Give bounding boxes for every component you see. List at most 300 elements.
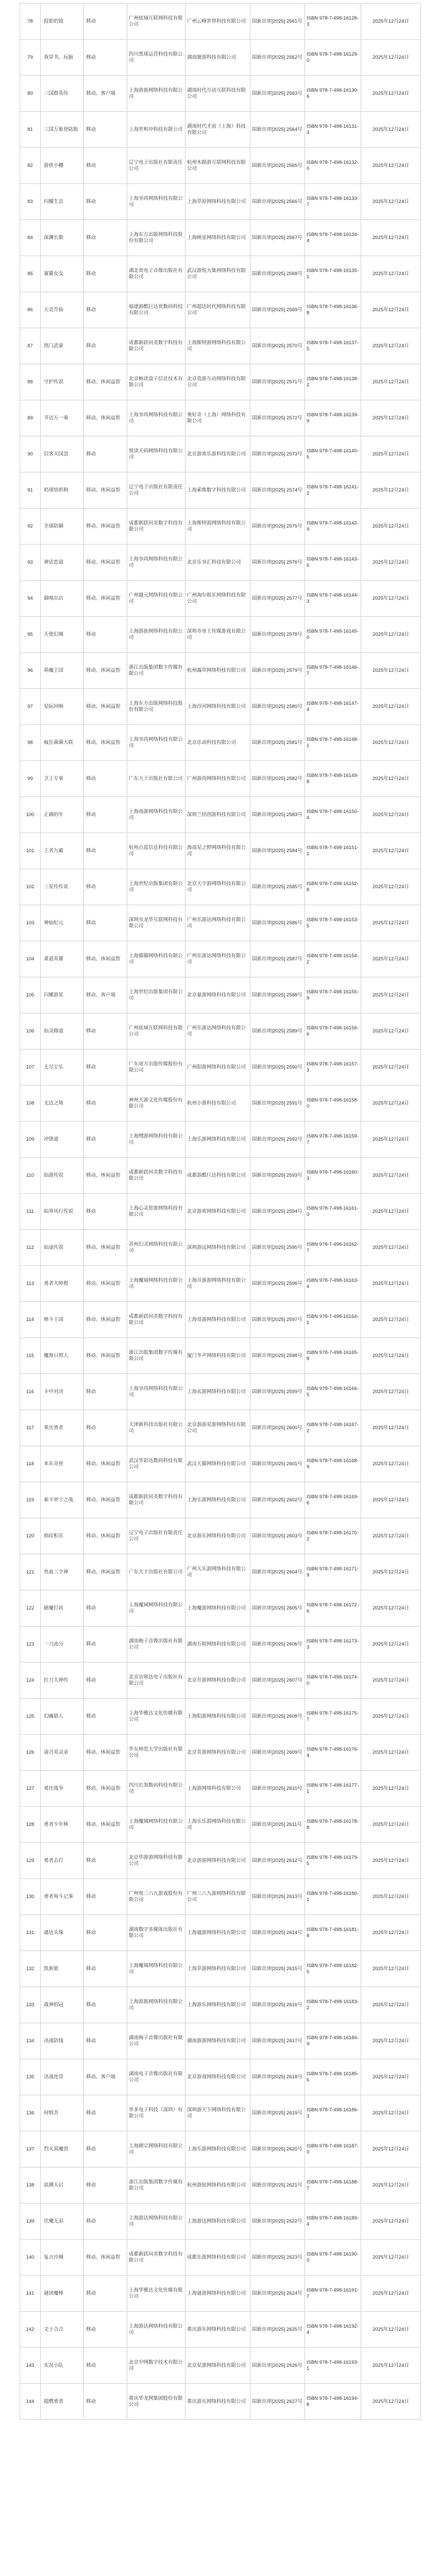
game-name: 仙游传说 [41, 1158, 84, 1194]
approval-date: 2025年12月24日 [361, 1049, 421, 1086]
approval-number: 国新出审[2025] 2604号 [250, 1554, 305, 1590]
operator-name: 深圳游天下网络科技有限公司 [185, 2095, 250, 2131]
approval-number: 国新出审[2025] 2583号 [250, 797, 305, 833]
isbn-number: ISBN 978-7-498-16155-9 [305, 977, 361, 1013]
publisher-name: 上海世纪出版集团有限公司 [127, 869, 185, 905]
approval-date: 2025年12月24日 [361, 1338, 421, 1374]
publisher-name: 华多电子科技（深圳）有限公司 [127, 2095, 185, 2131]
publisher-name: 福建游酷巨达优数码科技有限公司 [127, 292, 185, 328]
game-name: 全球防御 [41, 509, 84, 545]
table-row [20, 1699, 421, 1735]
row-number: 120 [20, 1518, 41, 1554]
row-number: 113 [20, 1266, 41, 1302]
game-type: 移动、休闲益智 [84, 1518, 127, 1554]
table-row [20, 112, 421, 148]
table-row [20, 400, 421, 436]
table-row [20, 1049, 421, 1086]
publisher-name: 上海东方出版网络科技股份有限公司 [127, 689, 185, 725]
row-number: 128 [20, 1807, 41, 1843]
publisher-name: 成都新跃同美数字科技有限公司 [127, 2240, 185, 2276]
game-type: 移动 [84, 2312, 127, 2348]
operator-name: 杭州小游科技有限公司 [185, 1086, 250, 1122]
approval-list-table-container [20, 3, 420, 2420]
approval-number: 国新出审[2025] 2607号 [250, 1663, 305, 1699]
approval-number: 国新出审[2025] 2626号 [250, 2348, 305, 2384]
table-row [20, 1194, 421, 1230]
approval-number: 国新出审[2025] 2575号 [250, 509, 305, 545]
game-type: 移动 [84, 1049, 127, 1086]
isbn-number: ISBN 978-7-498-16173-3 [305, 1626, 361, 1663]
row-number: 143 [20, 2348, 41, 2384]
approval-date: 2025年12月24日 [361, 905, 421, 941]
publisher-name: 辽宁电子出版社有限责任公司 [127, 472, 185, 509]
operator-name: 成都游酷巨达科技有限公司 [185, 1158, 250, 1194]
row-number: 127 [20, 1771, 41, 1807]
row-number: 105 [20, 977, 41, 1013]
publisher-name: 广州悦三六九游戏股份有限公司 [127, 1879, 185, 1915]
isbn-number: ISBN 978-7-498-16194-8 [305, 2384, 361, 2420]
approval-date: 2025年12月24日 [361, 545, 421, 581]
isbn-number: ISBN 978-7-498-16167-2 [305, 1410, 361, 1446]
game-name: 通达头缘 [41, 1915, 84, 1951]
table-row [20, 2095, 421, 2131]
approval-date: 2025年12月24日 [361, 1590, 421, 1626]
isbn-number: ISBN 978-7-498-16161-0 [305, 1194, 361, 1230]
game-name: 王者九霸 [41, 833, 84, 869]
operator-name: 北京游乐网络科技有限公司 [185, 1518, 250, 1554]
game-type: 移动、休闲益智 [84, 1302, 127, 1338]
approval-number: 国新出审[2025] 2561号 [250, 4, 305, 40]
table-row [20, 1626, 421, 1663]
table-row [20, 220, 421, 256]
game-type: 移动、休闲益智 [84, 581, 127, 617]
game-name: 我穿书、玩脑 [41, 40, 84, 76]
row-number: 106 [20, 1013, 41, 1049]
game-name: 勇者大师棋 [41, 1266, 84, 1302]
row-number: 121 [20, 1554, 41, 1590]
approval-date: 2025年12月24日 [361, 869, 421, 905]
game-name: 格斗王国 [41, 1302, 84, 1338]
operator-name: 成都乐游网络科技有限公司 [185, 2240, 250, 2276]
approval-number: 国新出审[2025] 2624号 [250, 2276, 305, 2312]
game-name: 索卡审宁之战 [41, 1482, 84, 1518]
approval-date: 2025年12月24日 [361, 1122, 421, 1158]
game-type: 移动 [84, 112, 127, 148]
approval-date: 2025年12月24日 [361, 2204, 421, 2240]
approval-number: 国新出审[2025] 2574号 [250, 472, 305, 509]
table-row [20, 941, 421, 977]
game-name: 谜团魔棒 [41, 2276, 84, 2312]
approval-number: 国新出审[2025] 2579号 [250, 653, 305, 689]
approval-date: 2025年12月24日 [361, 1554, 421, 1590]
isbn-number: ISBN 978-7-498-16183-2 [305, 1987, 361, 2023]
row-number: 79 [20, 40, 41, 76]
row-number: 112 [20, 1230, 41, 1266]
publisher-name: 华东师范大学出版社有限公司 [127, 1735, 185, 1771]
publisher-name: 上海世和冲科技有限公司 [127, 112, 185, 148]
row-number: 84 [20, 220, 41, 256]
game-name: 决战连营 [41, 2059, 84, 2095]
table-row [20, 581, 421, 617]
row-number: 137 [20, 2131, 41, 2167]
approval-number: 国新出审[2025] 2578号 [250, 617, 305, 653]
operator-name: 广州乐游达网络科技有限公司 [185, 905, 250, 941]
approval-date: 2025年12月24日 [361, 1374, 421, 1410]
approval-number: 国新出审[2025] 2597号 [250, 1302, 305, 1338]
operator-name: 上海乐游网络科技有限公司 [185, 1122, 250, 1158]
isbn-number: ISBN 978-7-498-16130-6 [305, 76, 361, 112]
table-row [20, 1122, 421, 1158]
publisher-name: 广东南方出版传媒股份有限公司 [127, 1049, 185, 1086]
table-row [20, 2312, 421, 2348]
row-number: 86 [20, 292, 41, 328]
game-name: 三星传传说 [41, 869, 84, 905]
operator-name: 北京星游网络科技有限公司 [185, 2348, 250, 2384]
game-type: 移动、休闲益智 [84, 689, 127, 725]
approval-date: 2025年12月24日 [361, 1951, 421, 1987]
publisher-name: 湖南梅子音像出版社有限公司 [127, 1626, 185, 1663]
operator-name: 北京天宇游网络科技有限公司 [185, 869, 250, 905]
operator-name: 广州天乐游网络科技有限公司 [185, 1554, 250, 1590]
approval-date: 2025年12月24日 [361, 1699, 421, 1735]
operator-name: 上海乐乐游网络科技有限公司 [185, 1807, 250, 1843]
game-type: 移动、休闲益智 [84, 1735, 127, 1771]
row-number: 115 [20, 1338, 41, 1374]
publisher-name: 成都新跃同美数字科技有限公司 [127, 1482, 185, 1518]
isbn-number: ISBN 978-7-498-16172-6 [305, 1590, 361, 1626]
game-name: 深渊长歌 [41, 220, 84, 256]
table-row [20, 761, 421, 797]
table-row [20, 2348, 421, 2384]
isbn-number: ISBN 978-7-498-16153-5 [305, 905, 361, 941]
operator-name: 北京开游网络科技有限公司 [185, 1663, 250, 1699]
operator-name: 广州乐游达网络科技有限公司 [185, 1013, 250, 1049]
operator-name: 北京乐动科技有限公司 [185, 725, 250, 761]
approval-date: 2025年12月24日 [361, 2095, 421, 2131]
publisher-name: 上海东方出版网络科技股份有限公司 [127, 220, 185, 256]
table-row [20, 1771, 421, 1807]
approval-number: 国新出审[2025] 2615号 [250, 1951, 305, 1987]
publisher-name: 上海魔域网络科技有限公司 [127, 1590, 185, 1626]
publisher-name: 上海享尚网络科技有限公司 [127, 545, 185, 581]
table-row [20, 1158, 421, 1194]
operator-name: 北京游游星游网络科技有限公司 [185, 1410, 250, 1446]
operator-name: 广州淘尔娱乐网络科技有限公司 [185, 581, 250, 617]
game-name: 仙途传说 [41, 1230, 84, 1266]
approval-number: 国新出审[2025] 2584号 [250, 833, 305, 869]
approval-date: 2025年12月24日 [361, 472, 421, 509]
operator-name: 上海素维数字科技有限公司 [185, 472, 250, 509]
table-row [20, 2204, 421, 2240]
approval-number: 国新出审[2025] 2568号 [250, 256, 305, 292]
game-name: 勇者去打 [41, 1843, 84, 1879]
approval-number: 国新出审[2025] 2617号 [250, 2023, 305, 2059]
approval-date: 2025年12月24日 [361, 220, 421, 256]
operator-name: 广州云峰世界科技有限公司 [185, 4, 250, 40]
operator-name: 奥好奇（上海）网络科技有限公司 [185, 400, 250, 436]
operator-name: 深圳市帝王传媒游戏有限公司 [185, 617, 250, 653]
approval-date: 2025年12月24日 [361, 40, 421, 76]
row-number: 134 [20, 2023, 41, 2059]
isbn-number: ISBN 978-7-498-16134-4 [305, 220, 361, 256]
approval-date: 2025年12月24日 [361, 2384, 421, 2420]
game-type: 移动、休闲益智 [84, 509, 127, 545]
table-row [20, 2059, 421, 2095]
publisher-name: 上海华雅达文化传媒有限公司 [127, 2276, 185, 2312]
approval-number: 国新出审[2025] 2598号 [250, 1338, 305, 1374]
publisher-name: 成都新跃同美数字科技有限公司 [127, 1158, 185, 1194]
row-number: 107 [20, 1049, 41, 1086]
table-row [20, 1987, 421, 2023]
publisher-name: 北京华游游网络科技有限公司 [127, 1843, 185, 1879]
isbn-number: ISBN 978-7-498-16146-7 [305, 653, 361, 689]
isbn-number: ISBN 978-7-498-16190-0 [305, 2240, 361, 2276]
isbn-number: ISBN 978-7-498-16186-3 [305, 2095, 361, 2131]
approval-date: 2025年12月24日 [361, 1013, 421, 1049]
approval-date: 2025年12月24日 [361, 977, 421, 1013]
approval-date: 2025年12月24日 [361, 436, 421, 472]
approval-date: 2025年12月24日 [361, 1879, 421, 1915]
row-number: 102 [20, 869, 41, 905]
approval-number: 国新出审[2025] 2612号 [250, 1843, 305, 1879]
operator-name: 湖南时代互动互联科技有限公司 [185, 76, 250, 112]
approval-date: 2025年12月24日 [361, 184, 421, 220]
table-row [20, 905, 421, 941]
operator-name: 重庆游乐网络科技有限公司 [185, 2384, 250, 2420]
game-type: 移动 [84, 1843, 127, 1879]
publisher-name: 上海游族网络科技有限公司 [127, 76, 185, 112]
publisher-name: 上海南游网络科技有限公司 [127, 797, 185, 833]
operator-name: 上海萃原网络科技有限公司 [185, 184, 250, 220]
approval-number: 国新出审[2025] 2609号 [250, 1735, 305, 1771]
approval-number: 国新出审[2025] 2562号 [250, 40, 305, 76]
game-name: 浪溯天启 [41, 2167, 84, 2204]
row-number: 100 [20, 797, 41, 833]
isbn-number: ISBN 978-7-498-16165-8 [305, 1338, 361, 1374]
game-name: 卫王专事 [41, 761, 84, 797]
publisher-name: 上海享尚网络科技有限公司 [127, 1374, 185, 1410]
isbn-number: ISBN 978-7-498-16179-5 [305, 1843, 361, 1879]
approval-date: 2025年12月24日 [361, 112, 421, 148]
table-row [20, 1302, 421, 1338]
publisher-name: 浙江出版集团数字传媒有限公司 [127, 2167, 185, 2204]
table-row [20, 364, 421, 400]
operator-name: 重庆游乐网络科技有限公司 [185, 2312, 250, 2348]
publisher-name: 武汉华彩达数码科技有限公司 [127, 1446, 185, 1482]
game-type: 移动 [84, 869, 127, 905]
approval-date: 2025年12月24日 [361, 2312, 421, 2348]
approval-date: 2025年12月24日 [361, 2023, 421, 2059]
game-type: 移动 [84, 1590, 127, 1626]
isbn-number: ISBN 978-7-498-16162-7 [305, 1230, 361, 1266]
approval-number: 国新出审[2025] 2588号 [250, 977, 305, 1013]
operator-name: 上海游达网络科技有限公司 [185, 2204, 250, 2240]
approval-number: 国新出审[2025] 2621号 [250, 2167, 305, 2204]
game-type: 移动、休闲益智 [84, 1482, 127, 1518]
isbn-number: ISBN 978-7-498-16160-3 [305, 1158, 361, 1194]
row-number: 133 [20, 1987, 41, 2023]
row-number: 85 [20, 256, 41, 292]
row-number: 81 [20, 112, 41, 148]
isbn-number: ISBN 978-7-498-16181-8 [305, 1915, 361, 1951]
table-row [20, 4, 421, 40]
publisher-name: 广东大于出版社有限公司 [127, 1554, 185, 1590]
isbn-number: ISBN 978-7-498-16174-0 [305, 1663, 361, 1699]
isbn-number: ISBN 978-7-498-16159-7 [305, 1122, 361, 1158]
table-row [20, 1230, 421, 1266]
game-name: 热门武豪 [41, 328, 84, 364]
isbn-number: ISBN 978-7-498-16177-1 [305, 1771, 361, 1807]
approval-date: 2025年12月24日 [361, 292, 421, 328]
publisher-name: 上海游达网络科技有限公司 [127, 2204, 185, 2240]
row-number: 124 [20, 1663, 41, 1699]
isbn-number: ISBN 978-7-498-16182-5 [305, 1951, 361, 1987]
game-name: 萌魔王国 [41, 653, 84, 689]
game-name: 无边之境 [41, 1086, 84, 1122]
game-type: 移动 [84, 2204, 127, 2240]
game-type: 移动 [84, 1086, 127, 1122]
approval-date: 2025年12月24日 [361, 1194, 421, 1230]
table-row [20, 545, 421, 581]
game-name: 萧道英雄 [41, 941, 84, 977]
operator-name: 广州超达时代网络科技有限公司 [185, 292, 250, 328]
table-row [20, 977, 421, 1013]
game-name: 星际回响 [41, 689, 84, 725]
row-number: 116 [20, 1374, 41, 1410]
publisher-name: 浙江出版集团数字传媒有限公司 [127, 653, 185, 689]
isbn-number: ISBN 978-7-498-16170-2 [305, 1518, 361, 1554]
operator-name: 北京游戏网络科技有限公司 [185, 2059, 250, 2095]
game-name: 凯新旅 [41, 1951, 84, 1987]
table-row [20, 2240, 421, 2276]
isbn-number: ISBN 978-7-498-16189-4 [305, 2204, 361, 2240]
row-number: 135 [20, 2059, 41, 2095]
row-number: 109 [20, 1122, 41, 1158]
game-name: 疯狂菌菌大联 [41, 725, 84, 761]
game-name: 超燃勇者 [41, 2384, 84, 2420]
isbn-number: ISBN 978-7-498-16180-1 [305, 1879, 361, 1915]
approval-date: 2025年12月24日 [361, 797, 421, 833]
table-row [20, 76, 421, 112]
row-number: 117 [20, 1410, 41, 1446]
publisher-name: 重庆华龙网集团股份有限公司 [127, 2384, 185, 2420]
approval-number: 国新出审[2025] 2591号 [250, 1086, 305, 1122]
game-type: 移动、客户端 [84, 977, 127, 1013]
approval-number: 国新出审[2025] 2627号 [250, 2384, 305, 2420]
publisher-name: 上海魔域网络科技有限公司 [127, 1266, 185, 1302]
row-number: 99 [20, 761, 41, 797]
game-type: 移动、休闲益智 [84, 1554, 127, 1590]
game-name: 仙灵修道 [41, 1013, 84, 1049]
game-name: 无尽尘乐 [41, 1049, 84, 1086]
approval-date: 2025年12月24日 [361, 328, 421, 364]
row-number: 96 [20, 653, 41, 689]
game-type: 移动、休闲益智 [84, 472, 127, 509]
game-type: 移动 [84, 905, 127, 941]
isbn-number: ISBN 978-7-498-16140-5 [305, 436, 361, 472]
approval-number: 国新出审[2025] 2593号 [250, 1158, 305, 1194]
approval-number: 国新出审[2025] 2622号 [250, 2204, 305, 2240]
isbn-number: ISBN 978-7-498-16178-8 [305, 1807, 361, 1843]
publisher-name: 广州炫域互联网科技有限公司 [127, 4, 185, 40]
isbn-number: ISBN 978-7-498-16157-3 [305, 1049, 361, 1086]
row-number: 136 [20, 2095, 41, 2131]
publisher-name: 神州天游文化传媒股份有限公司 [127, 1086, 185, 1122]
publisher-name: 苏州幻灵网络科技有限公司 [127, 1230, 185, 1266]
approval-date: 2025年12月24日 [361, 2059, 421, 2095]
operator-name: 上海游网络科技有限公司 [185, 1771, 250, 1807]
isbn-number: ISBN 978-7-498-16192-4 [305, 2312, 361, 2348]
operator-name: 广州游尚网络科技有限公司 [185, 761, 250, 797]
row-number: 87 [20, 328, 41, 364]
row-number: 98 [20, 725, 41, 761]
row-number: 144 [20, 2384, 41, 2420]
game-name: 勇往战争 [41, 1771, 84, 1807]
isbn-number: ISBN 978-7-498-16187-0 [305, 2131, 361, 2167]
game-name: 热血三个神 [41, 1554, 84, 1590]
isbn-number: ISBN 978-7-498-16142-9 [305, 509, 361, 545]
publisher-name: 上海华雅达文化传媒有限公司 [127, 1699, 185, 1735]
approval-number: 国新出审[2025] 2610号 [250, 1771, 305, 1807]
game-name: 天使幻城 [41, 617, 84, 653]
approval-date: 2025年12月24日 [361, 1807, 421, 1843]
operator-name: 上海通游网络科技有限公司 [185, 1915, 250, 1951]
table-row [20, 653, 421, 689]
game-name: 投影的镜 [41, 4, 84, 40]
publisher-name: 杭州点蓝信息科技有限公司 [127, 833, 185, 869]
table-row [20, 833, 421, 869]
game-name: 红刀大神传 [41, 1663, 84, 1699]
table-row [20, 1915, 421, 1951]
operator-name: 上海乐游网络科技有限公司 [185, 1482, 250, 1518]
game-type: 移动 [84, 1013, 127, 1049]
operator-name: 北京造游互动网络科技有限公司 [185, 364, 250, 400]
row-number: 78 [20, 4, 41, 40]
game-name: 复古沙城 [41, 2240, 84, 2276]
row-number: 122 [20, 1590, 41, 1626]
approval-date: 2025年12月24日 [361, 1518, 421, 1554]
game-type: 移动 [84, 256, 127, 292]
isbn-number: ISBN 978-7-498-16169-6 [305, 1482, 361, 1518]
table-row [20, 1446, 421, 1482]
operator-name: 武汉游悦大集网络科技有限公司 [185, 256, 250, 292]
table-row [20, 148, 421, 184]
game-name: 勇者少年棒 [41, 1807, 84, 1843]
isbn-number: ISBN 978-7-498-16152-8 [305, 869, 361, 905]
approval-date: 2025年12月24日 [361, 2167, 421, 2204]
approval-number: 国新出审[2025] 2601号 [250, 1446, 305, 1482]
publisher-name: 湖北省电子音像出版社有限公司 [127, 256, 185, 292]
game-type: 移动 [84, 2348, 127, 2384]
game-name: 闪耀生态 [41, 184, 84, 220]
row-number: 130 [20, 1879, 41, 1915]
operator-name: 上海玄游网络科技有限公司 [185, 1374, 250, 1410]
isbn-number: ISBN 978-7-498-16158-0 [305, 1086, 361, 1122]
operator-name: 上海沙河网络科技有限公司 [185, 689, 250, 725]
game-type: 移动 [84, 1410, 127, 1446]
approval-date: 2025年12月24日 [361, 1266, 421, 1302]
row-number: 126 [20, 1735, 41, 1771]
game-type: 移动、休闲益智 [84, 1158, 127, 1194]
publisher-name: 广东大于出版社有限公司 [127, 761, 185, 797]
approval-number: 国新出审[2025] 2592号 [250, 1122, 305, 1158]
game-type: 移动、休闲益智 [84, 1266, 127, 1302]
isbn-number: ISBN 978-7-498-16185-6 [305, 2059, 361, 2095]
approval-date: 2025年12月24日 [361, 2131, 421, 2167]
approval-number: 国新出审[2025] 2613号 [250, 1879, 305, 1915]
publisher-name: 北京京师达电子出版社有限公司 [127, 1663, 185, 1699]
approval-list-table [20, 3, 421, 2420]
